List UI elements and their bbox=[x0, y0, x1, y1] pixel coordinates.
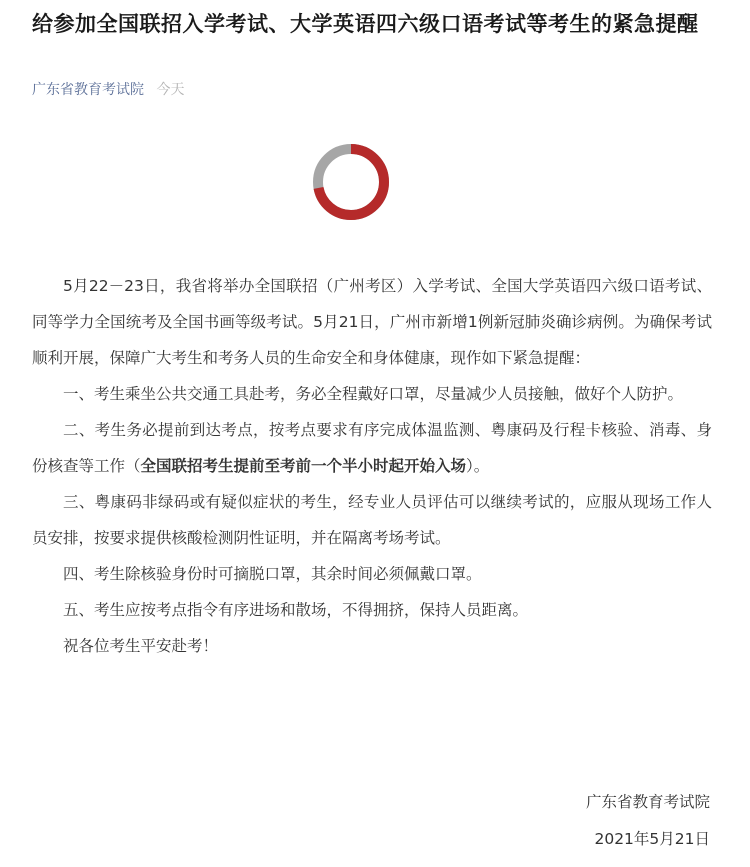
loading-spinner-icon bbox=[312, 143, 390, 221]
paragraph-item-2-highlight: 全国联招考生提前至考前一个半小时起开始入场 bbox=[140, 457, 467, 475]
paragraph-intro: 5月22－23日，我省将举办全国联招（广州考区）入学考试、全国大学英语四六级口语考试、同等学力全国统考及全国书画等级考试。5月21日，广州市新增1例新冠肺炎确诊病例。为确保考试顺利开展，保障广大考生和考务人员的生命安全和身体健康，现作如下紧急提醒： bbox=[32, 277, 712, 367]
signature-org: 广东省教育考试院 bbox=[585, 793, 710, 811]
paragraph-item-2-text-b: ）。 bbox=[466, 457, 490, 475]
article-title: 给参加全国联招入学考试、大学英语四六级口语考试等考生的紧急提醒 bbox=[32, 12, 699, 36]
article-body bbox=[32, 268, 712, 664]
paragraph-item-2-text-a: 二、考生务必提前到达考点，按考点要求有序完成体温监测、粤康码及行程卡核验、消毒、身份核查等工作（ bbox=[32, 421, 712, 475]
signature-date: 2021年5月21日 bbox=[594, 830, 710, 848]
article-date: 今天 bbox=[156, 82, 185, 98]
paragraph-item-3: 三、粤康码非绿码或有疑似症状的考生，经专业人员评估可以继续考试的，应服从现场工作人员安排，按要求提供核酸检测阴性证明，并在隔离考场考试。 bbox=[32, 493, 712, 547]
article-meta bbox=[32, 80, 184, 100]
paragraph-item-2 bbox=[32, 412, 712, 484]
article-source-link[interactable]: 广东省教育考试院 bbox=[32, 82, 144, 98]
paragraph-item-1: 一、考生乘坐公共交通工具赴考，务必全程戴好口罩，尽量减少人员接触，做好个人防护。 bbox=[63, 385, 684, 403]
paragraph-item-4: 四、考生除核验身份时可摘脱口罩，其余时间必须佩戴口罩。 bbox=[63, 565, 482, 583]
paragraph-closing: 祝各位考生平安赴考！ bbox=[63, 637, 219, 655]
paragraph-item-5: 五、考生应按考点指令有序进场和散场，不得拥挤，保持人员距离。 bbox=[63, 601, 529, 619]
